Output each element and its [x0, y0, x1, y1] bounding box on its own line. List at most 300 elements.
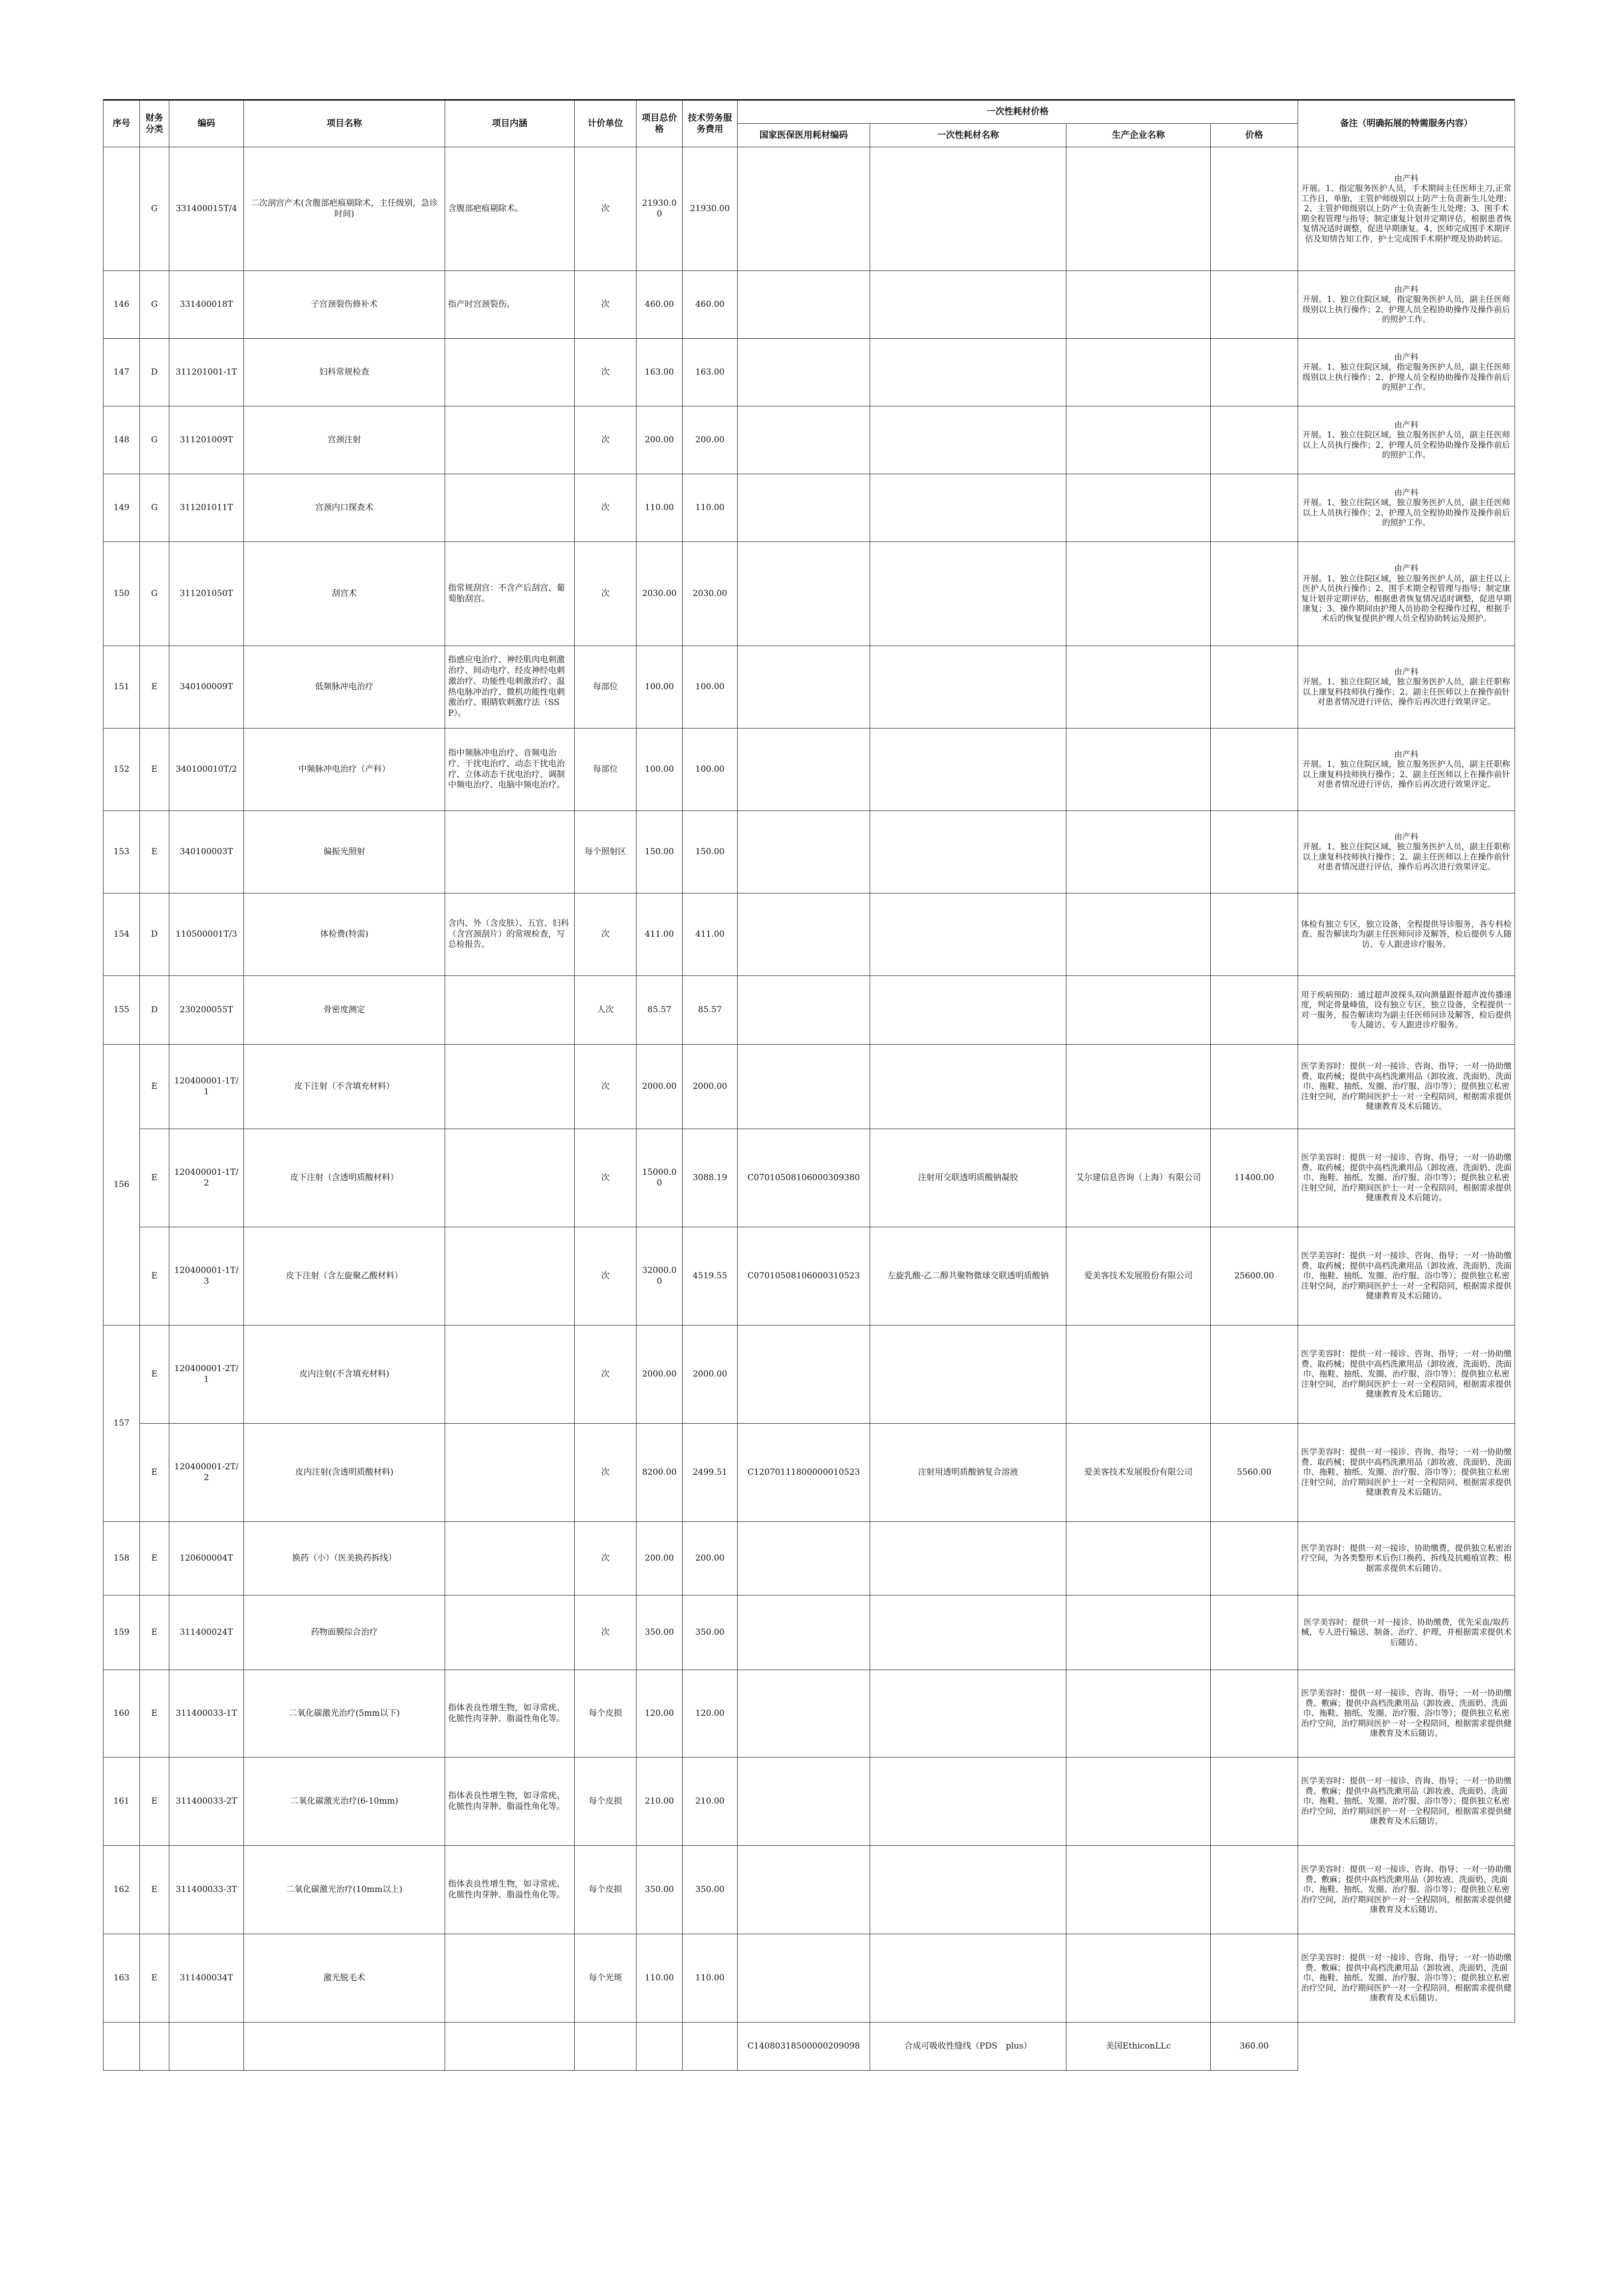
- cell-total-price: 150.00: [637, 811, 683, 893]
- cell-fin-category: E: [140, 646, 169, 729]
- cell-manufacturer: [1066, 271, 1211, 339]
- cell-content: 指产时宫颈裂伤。: [445, 271, 575, 339]
- table-row: [104, 1129, 1515, 1227]
- cell-nhsa-code: [738, 406, 870, 474]
- cell-item-name: 体检费(特需): [244, 893, 445, 976]
- cell-nhsa-code: [738, 1846, 870, 1934]
- cell-manufacturer: [1066, 1045, 1211, 1129]
- cell-service-fee: 100.00: [683, 646, 738, 729]
- cell-remarks: 由产科 开展。1、指定服务医护人员，手术期间主任医师主刀,正常工作日，单胎，主管护师级别以上防产士负责新生儿处理；2、主管护师级别以上防产士负责新生儿处理；3、围手术期全程管理与指导；制定康复计划并定期评估，根据患者恢复情况适时调整，促进早期康复。4、医师完成围手术期评估及知情告知工作，护士完成围手术期护理及协助转运。: [1298, 147, 1515, 271]
- cell-nhsa-code: [738, 1934, 870, 2023]
- cell-remarks: 由产科 开展。1、独立住院区域，独立服务医护人员，副主任以上医护人员执行操作；2、围手术期全程管理与指导；制定康复计划并定期评估，根据患者恢复情况适时调整，促进早期康复；3、操作期间由护理人员协助全程操作过程，根据手术后的恢复提供护理人员全程协助转运及照护。: [1298, 542, 1515, 646]
- cell-content: [445, 2023, 575, 2071]
- cell-manufacturer: [1066, 1846, 1211, 1934]
- cell-total-price: 210.00: [637, 1757, 683, 1846]
- cell-unit: 每个光斑: [575, 1934, 637, 2023]
- cell-unit: 次: [575, 474, 637, 542]
- table-row: [104, 474, 1515, 542]
- cell-seq: 156: [104, 1045, 140, 1325]
- cell-unit: 每个照射区: [575, 811, 637, 893]
- cell-remarks: 医学美容时：提供一对一接诊、协助缴费，优先采血/取药械，专人进行输送、制备、治疗、护理，并根据需求提供术后随访。: [1298, 1595, 1515, 1670]
- cell-price: [1211, 811, 1298, 893]
- cell-content: 含腹部疤痕剔除术。: [445, 147, 575, 271]
- cell-item-name: 宫颈注射: [244, 406, 445, 474]
- cell-code: 311201011T: [169, 474, 244, 542]
- cell-item-name: 子宫颈裂伤修补术: [244, 271, 445, 339]
- table-row: [104, 2023, 1515, 2071]
- cell-fin-category: E: [140, 1424, 169, 1522]
- table-row: [104, 1424, 1515, 1522]
- cell-unit: 次: [575, 339, 637, 406]
- table-row: [104, 1595, 1515, 1670]
- cell-price: [1211, 271, 1298, 339]
- cell-unit: 次: [575, 1522, 637, 1595]
- cell-service-fee: 350.00: [683, 1595, 738, 1670]
- cell-nhsa-code: [738, 1522, 870, 1595]
- table-body: [104, 147, 1515, 2071]
- cell-nhsa-code: [738, 1045, 870, 1129]
- cell-total-price: 411.00: [637, 893, 683, 976]
- cell-code: 311400033-1T: [169, 1670, 244, 1757]
- cell-seq: [104, 2023, 140, 2071]
- cell-fin-category: E: [140, 1670, 169, 1757]
- table-row: [104, 271, 1515, 339]
- cell-fin-category: G: [140, 474, 169, 542]
- cell-manufacturer: 爱美客技术发展股份有限公司: [1066, 1227, 1211, 1325]
- cell-manufacturer: [1066, 1595, 1211, 1670]
- cell-consumable-name: [870, 542, 1066, 646]
- cell-consumable-name: [870, 271, 1066, 339]
- cell-code: 311201009T: [169, 406, 244, 474]
- cell-total-price: [637, 2023, 683, 2071]
- cell-total-price: 100.00: [637, 646, 683, 729]
- table-row: [104, 1045, 1515, 1129]
- cell-unit: 次: [575, 1227, 637, 1325]
- header-nhsa-code: 国家医保医用耗材编码: [738, 124, 870, 147]
- cell-remarks-empty: [1298, 2023, 1515, 2071]
- cell-total-price: 163.00: [637, 339, 683, 406]
- cell-item-name: 二氧化碳激光治疗(10mm以上): [244, 1846, 445, 1934]
- cell-code: 120400001-2T/1: [169, 1325, 244, 1424]
- cell-remarks: 由产科 开展。1、独立住院区域，指定服务医护人员，副主任医师级别以上执行操作；2、护理人员全程协助操作及操作前后的照护工作。: [1298, 339, 1515, 406]
- cell-total-price: 350.00: [637, 1595, 683, 1670]
- cell-manufacturer: [1066, 1522, 1211, 1595]
- cell-nhsa-code: [738, 1757, 870, 1846]
- cell-content: 指体表良性增生物，如寻常疣、化脓性肉芽肿、脂溢性角化等。: [445, 1757, 575, 1846]
- cell-nhsa-code: [738, 729, 870, 811]
- cell-consumable-name: [870, 339, 1066, 406]
- table-row: [104, 1846, 1515, 1934]
- cell-price: [1211, 406, 1298, 474]
- cell-total-price: 21930.00: [637, 147, 683, 271]
- cell-item-name: 换药（小）（医美换药拆线）: [244, 1522, 445, 1595]
- cell-unit: 次: [575, 1325, 637, 1424]
- cell-item-name: 激光脱毛术: [244, 1934, 445, 2023]
- cell-code: 311201050T: [169, 542, 244, 646]
- cell-fin-category: E: [140, 729, 169, 811]
- header-content: 项目内涵: [445, 100, 575, 147]
- cell-remarks: 由产科 开展。1、独立住院区域，独立服务医护人员，副主任职称以上康复科技师执行操作；2、副主任医师以上在操作前针对患者情况进行评估，操作后再次进行效果评定。: [1298, 811, 1515, 893]
- cell-fin-category: D: [140, 893, 169, 976]
- cell-manufacturer: [1066, 1757, 1211, 1846]
- cell-total-price: 15000.00: [637, 1129, 683, 1227]
- cell-manufacturer: [1066, 893, 1211, 976]
- cell-total-price: 85.57: [637, 976, 683, 1045]
- cell-remarks: 医学美容时：提供一对一接诊、咨询、指导；一对一协助缴费、取药械；提供中高档洗漱用品（卸妆液、洗面奶、洗面巾、拖鞋、抽纸、发圈、治疗服、浴巾等）；提供独立私密注射空间，治疗期间医护士一对一全程陪同，根据需求提供健康教育及术后随访。: [1298, 1424, 1515, 1522]
- cell-seq: 151: [104, 646, 140, 729]
- table-row: [104, 811, 1515, 893]
- table-row: [104, 646, 1515, 729]
- cell-content: 指中频脉冲电治疗、音频电治疗、干扰电治疗、动态干扰电治疗、立体动态干扰电治疗、调制中频电治疗、电脑中频电治疗。: [445, 729, 575, 811]
- cell-remarks: 由产科 开展。1、独立住院区域，独立服务医护人员，副主任职称以上康复科技师执行操作；2、副主任医师以上在操作前针对患者情况进行评估，操作后再次进行效果评定。: [1298, 729, 1515, 811]
- cell-manufacturer: 艾尔建信息咨询（上海）有限公司: [1066, 1129, 1211, 1227]
- cell-item-name: [244, 2023, 445, 2071]
- cell-nhsa-code: [738, 474, 870, 542]
- cell-fin-category: E: [140, 1757, 169, 1846]
- cell-content: [445, 406, 575, 474]
- cell-consumable-name: [870, 811, 1066, 893]
- cell-remarks: 由产科 开展。1、独立住院区域，独立服务医护人员，副主任医师以上人员执行操作；2、护理人员全程协助操作及操作前后的照护工作。: [1298, 406, 1515, 474]
- cell-total-price: 2000.00: [637, 1325, 683, 1424]
- cell-consumable-name: [870, 1325, 1066, 1424]
- cell-code: 120400001-2T/2: [169, 1424, 244, 1522]
- cell-nhsa-code: C14080318500000209098: [738, 2023, 870, 2071]
- header-manufacturer: 生产企业名称: [1066, 124, 1211, 147]
- cell-consumable-name: [870, 474, 1066, 542]
- cell-price: [1211, 1595, 1298, 1670]
- cell-code: 311201001-1T: [169, 339, 244, 406]
- cell-content: [445, 1934, 575, 2023]
- cell-price: [1211, 1325, 1298, 1424]
- cell-service-fee: 210.00: [683, 1757, 738, 1846]
- cell-content: 指体表良性增生物，如寻常疣、化脓性肉芽肿、脂溢性角化等。: [445, 1670, 575, 1757]
- cell-fin-category: E: [140, 1522, 169, 1595]
- cell-unit: 次: [575, 271, 637, 339]
- cell-seq: 163: [104, 1934, 140, 2023]
- cell-manufacturer: [1066, 1670, 1211, 1757]
- cell-seq: 153: [104, 811, 140, 893]
- cell-unit: 每个皮损: [575, 1846, 637, 1934]
- cell-unit: 次: [575, 1129, 637, 1227]
- cell-service-fee: 3088.19: [683, 1129, 738, 1227]
- cell-consumable-name: [870, 147, 1066, 271]
- cell-code: 120600004T: [169, 1522, 244, 1595]
- cell-remarks: 用于疾病预防：通过超声波探头双向测量跟骨超声波传播速度，判定骨量峰值，设有独立专区，独立设备，全程提供一对一服务，报告解读均为副主任医师问诊及解答，检后提供专人随访、专人跟进诊疗服务。: [1298, 976, 1515, 1045]
- cell-service-fee: 411.00: [683, 893, 738, 976]
- cell-consumable-name: 左旋乳酸-乙二醇共聚物微球交联透明质酸钠: [870, 1227, 1066, 1325]
- cell-fin-category: G: [140, 406, 169, 474]
- cell-remarks: 由产科 开展。1、独立住院区域，指定服务医护人员，副主任医师级别以上执行操作；2、护理人员全程协助操作及操作前后的照护工作。: [1298, 271, 1515, 339]
- cell-total-price: 200.00: [637, 1522, 683, 1595]
- cell-seq: 158: [104, 1522, 140, 1595]
- header-seq: 序号: [104, 100, 140, 147]
- cell-remarks: 医学美容时：提供一对一接诊、咨询、指导；一对一协助缴费、敷麻；提供中高档洗漱用品（卸妆液、洗面奶、洗面巾、拖鞋、抽纸、发圈、治疗服、浴巾等）；提供独立私密治疗空间，治疗期间医护一对一全程陪同，根据需求提供健康教育及术后随访。: [1298, 1757, 1515, 1846]
- cell-manufacturer: 爱美客技术发展股份有限公司: [1066, 1424, 1211, 1522]
- cell-seq: 146: [104, 271, 140, 339]
- cell-nhsa-code: [738, 1595, 870, 1670]
- cell-service-fee: 85.57: [683, 976, 738, 1045]
- cell-service-fee: 110.00: [683, 1934, 738, 2023]
- cell-service-fee: 120.00: [683, 1670, 738, 1757]
- cell-unit: 每部位: [575, 729, 637, 811]
- cell-manufacturer: 美国EthiconLLc: [1066, 2023, 1211, 2071]
- cell-total-price: 110.00: [637, 1934, 683, 2023]
- cell-item-name: 妇科常规检查: [244, 339, 445, 406]
- cell-manufacturer: [1066, 406, 1211, 474]
- cell-nhsa-code: C07010508106000310523: [738, 1227, 870, 1325]
- cell-service-fee: 460.00: [683, 271, 738, 339]
- cell-service-fee: 350.00: [683, 1846, 738, 1934]
- cell-unit: 次: [575, 1045, 637, 1129]
- cell-unit: [575, 2023, 637, 2071]
- header-unit: 计价单位: [575, 100, 637, 147]
- cell-manufacturer: [1066, 542, 1211, 646]
- cell-item-name: 皮下注射（不含填充材料）: [244, 1045, 445, 1129]
- cell-consumable-name: 注射用透明质酸钠复合溶液: [870, 1424, 1066, 1522]
- cell-item-name: 皮内注射(含透明质酸材料): [244, 1424, 445, 1522]
- cell-code: 311400033-2T: [169, 1757, 244, 1846]
- header-fin-category: 财务分类: [140, 100, 169, 147]
- cell-unit: 次: [575, 406, 637, 474]
- cell-price: [1211, 646, 1298, 729]
- cell-content: [445, 1045, 575, 1129]
- cell-price: 11400.00: [1211, 1129, 1298, 1227]
- cell-consumable-name: 注射用交联透明质酸钠凝胶: [870, 1129, 1066, 1227]
- header-code: 编码: [169, 100, 244, 147]
- cell-consumable-name: [870, 1670, 1066, 1757]
- cell-service-fee: 150.00: [683, 811, 738, 893]
- header-service-fee: 技术劳务服务费用: [683, 100, 738, 147]
- table-row: [104, 339, 1515, 406]
- cell-price: [1211, 1757, 1298, 1846]
- cell-seq: [104, 147, 140, 271]
- header-price: 价格: [1211, 124, 1298, 147]
- cell-nhsa-code: [738, 1670, 870, 1757]
- cell-seq: 162: [104, 1846, 140, 1934]
- cell-service-fee: 200.00: [683, 1522, 738, 1595]
- table-row: [104, 893, 1515, 976]
- cell-code: 340100010T/2: [169, 729, 244, 811]
- cell-manufacturer: [1066, 474, 1211, 542]
- cell-remarks: 医学美容时：提供一对一接诊、咨询、指导；一对一协助缴费、取药械；提供中高档洗漱用品（卸妆液、洗面奶、洗面巾、拖鞋、抽纸、发圈、治疗服、浴巾等）；提供独立私密注射空间，治疗期间医护士一对一全程陪同，根据需求提供健康教育及术后随访。: [1298, 1227, 1515, 1325]
- cell-unit: 次: [575, 542, 637, 646]
- cell-remarks: 医学美容时：提供一对一接诊、协助缴费，提供独立私密治疗空间，为各类整形术后伤口换药、拆线及抗瘢痕宣教；根据需求提供术后随访。: [1298, 1522, 1515, 1595]
- cell-fin-category: G: [140, 271, 169, 339]
- cell-consumable-name: [870, 893, 1066, 976]
- cell-nhsa-code: [738, 1325, 870, 1424]
- cell-item-name: 偏振光照射: [244, 811, 445, 893]
- cell-code: 120400001-1T/2: [169, 1129, 244, 1227]
- cell-unit: 人次: [575, 976, 637, 1045]
- cell-total-price: 110.00: [637, 474, 683, 542]
- cell-remarks: 医学美容时：提供一对一接诊、咨询、指导；一对一协助缴费、敷麻；提供中高档洗漱用品（卸妆液、洗面奶、洗面巾、拖鞋、抽纸、发圈、治疗服、浴巾等）；提供独立私密治疗空间，治疗期间医护一对一全程陪同，根据需求提供健康教育及术后随访。: [1298, 1846, 1515, 1934]
- cell-manufacturer: [1066, 976, 1211, 1045]
- cell-manufacturer: [1066, 646, 1211, 729]
- cell-content: 指感应电治疗、神经肌肉电刺激治疗、间动电疗、经皮神经电刺激治疗、功能性电刺激治疗、温热电脉冲治疗、微机功能性电刺激治疗、眼睛软刺激疗法（SSP）。: [445, 646, 575, 729]
- cell-consumable-name: [870, 1595, 1066, 1670]
- cell-content: [445, 976, 575, 1045]
- cell-remarks: 体检有独立专区，独立设备，全程提供导诊服务，各专科检查、报告解读均为副主任医师问诊及解答，检后提供专人随访、专人跟进诊疗服务。: [1298, 893, 1515, 976]
- cell-content: [445, 1325, 575, 1424]
- cell-content: 含内、外（含皮肤）、五官、妇科（含宫颈刮片）的常规检查，写总检报告。: [445, 893, 575, 976]
- header-consumables-group: 一次性耗材价格: [738, 100, 1298, 124]
- cell-item-name: 骨密度测定: [244, 976, 445, 1045]
- cell-content: [445, 1522, 575, 1595]
- cell-item-name: 皮内注射(不含填充材料): [244, 1325, 445, 1424]
- cell-item-name: 二氧化碳激光治疗(6-10mm): [244, 1757, 445, 1846]
- cell-price: 25600.00: [1211, 1227, 1298, 1325]
- cell-content: [445, 1595, 575, 1670]
- cell-content: [445, 811, 575, 893]
- cell-seq: 160: [104, 1670, 140, 1757]
- cell-code: 311400024T: [169, 1595, 244, 1670]
- table-row: [104, 729, 1515, 811]
- cell-fin-category: D: [140, 339, 169, 406]
- cell-price: [1211, 729, 1298, 811]
- cell-remarks: 医学美容时：提供一对一接诊、咨询、指导；一对一协助缴费、取药械；提供中高档洗漱用品（卸妆液、洗面奶、洗面巾、拖鞋、抽纸、发圈、治疗服、浴巾等）；提供独立私密注射空间，治疗期间医护士一对一全程陪同，根据需求提供健康教育及术后随访。: [1298, 1129, 1515, 1227]
- cell-seq: 155: [104, 976, 140, 1045]
- cell-price: [1211, 339, 1298, 406]
- table-row: [104, 1227, 1515, 1325]
- header-consumable-name: 一次性耗材名称: [870, 124, 1066, 147]
- cell-price: [1211, 1045, 1298, 1129]
- cell-nhsa-code: [738, 976, 870, 1045]
- cell-consumable-name: 合成可吸收性缝线（PDS plus）: [870, 2023, 1066, 2071]
- cell-remarks: 医学美容时：提供一对一接诊、咨询、指导；一对一协助缴费、取药械；提供中高档洗漱用品（卸妆液、洗面奶、洗面巾、拖鞋、抽纸、发圈、治疗服、浴巾等）；提供独立私密注射空间，治疗期间医护士一对一全程陪同，根据需求提供健康教育及术后随访。: [1298, 1045, 1515, 1129]
- cell-consumable-name: [870, 729, 1066, 811]
- cell-code: 340100003T: [169, 811, 244, 893]
- table-row: [104, 1934, 1515, 2023]
- cell-fin-category: E: [140, 1045, 169, 1129]
- cell-remarks: 由产科 开展。1、独立住院区域，独立服务医护人员，副主任医师以上人员执行操作；2、护理人员全程协助操作及操作前后的照护工作。: [1298, 474, 1515, 542]
- cell-nhsa-code: [738, 542, 870, 646]
- cell-item-name: 皮下注射（含左旋聚乙酸材料）: [244, 1227, 445, 1325]
- cell-code: 331400018T: [169, 271, 244, 339]
- header-remarks: 备注（明确拓展的特需服务内容）: [1298, 100, 1515, 147]
- cell-consumable-name: [870, 1045, 1066, 1129]
- cell-service-fee: 2000.00: [683, 1325, 738, 1424]
- cell-service-fee: 163.00: [683, 339, 738, 406]
- cell-item-name: 低频脉冲电治疗: [244, 646, 445, 729]
- cell-unit: 每个皮损: [575, 1757, 637, 1846]
- cell-code: 311400033-3T: [169, 1846, 244, 1934]
- table-row: [104, 406, 1515, 474]
- cell-manufacturer: [1066, 729, 1211, 811]
- cell-item-name: 二氧化碳激光治疗(5mm以下): [244, 1670, 445, 1757]
- cell-item-name: 药物面膜综合治疗: [244, 1595, 445, 1670]
- cell-price: [1211, 1934, 1298, 2023]
- cell-consumable-name: [870, 1934, 1066, 2023]
- cell-price: [1211, 1522, 1298, 1595]
- cell-manufacturer: [1066, 147, 1211, 271]
- cell-fin-category: E: [140, 1595, 169, 1670]
- cell-manufacturer: [1066, 339, 1211, 406]
- cell-fin-category: G: [140, 542, 169, 646]
- cell-fin-category: E: [140, 1325, 169, 1424]
- cell-nhsa-code: [738, 147, 870, 271]
- cell-seq: 154: [104, 893, 140, 976]
- cell-fin-category: E: [140, 1846, 169, 1934]
- cell-consumable-name: [870, 406, 1066, 474]
- cell-nhsa-code: [738, 646, 870, 729]
- cell-code: 110500001T/3: [169, 893, 244, 976]
- cell-service-fee: 2030.00: [683, 542, 738, 646]
- cell-code: 340100009T: [169, 646, 244, 729]
- header-total-price: 项目总价格: [637, 100, 683, 147]
- cell-content: [445, 339, 575, 406]
- cell-remarks: 医学美容时：提供一对一接诊、咨询、指导；一对一协助缴费、敷麻；提供中高档洗漱用品（卸妆液、洗面奶、洗面巾、拖鞋、抽纸、发圈、治疗服、浴巾等）；提供独立私密治疗空间，治疗期间医护一对一全程陪同，根据需求提供健康教育及术后随访。: [1298, 1934, 1515, 2023]
- cell-service-fee: 4519.55: [683, 1227, 738, 1325]
- cell-code: 120400001-1T/3: [169, 1227, 244, 1325]
- table-row: [104, 1522, 1515, 1595]
- cell-service-fee: 110.00: [683, 474, 738, 542]
- cell-service-fee: 2499.51: [683, 1424, 738, 1522]
- cell-total-price: 460.00: [637, 271, 683, 339]
- cell-seq: 159: [104, 1595, 140, 1670]
- cell-code: 230200055T: [169, 976, 244, 1045]
- cell-fin-category: E: [140, 1129, 169, 1227]
- cell-service-fee: 200.00: [683, 406, 738, 474]
- cell-unit: 次: [575, 1424, 637, 1522]
- cell-consumable-name: [870, 1846, 1066, 1934]
- cell-item-name: 宫颈内口探查术: [244, 474, 445, 542]
- cell-consumable-name: [870, 976, 1066, 1045]
- cell-unit: 每个皮损: [575, 1670, 637, 1757]
- cell-nhsa-code: [738, 811, 870, 893]
- cell-service-fee: 2000.00: [683, 1045, 738, 1129]
- cell-fin-category: G: [140, 147, 169, 271]
- cell-code: 120400001-1T/1: [169, 1045, 244, 1129]
- cell-manufacturer: [1066, 1325, 1211, 1424]
- cell-item-name: 刮宫术: [244, 542, 445, 646]
- cell-seq: 152: [104, 729, 140, 811]
- cell-price: [1211, 542, 1298, 646]
- cell-unit: 次: [575, 147, 637, 271]
- cell-item-name: 皮下注射（含透明质酸材料）: [244, 1129, 445, 1227]
- cell-seq: 161: [104, 1757, 140, 1846]
- cell-content: [445, 1424, 575, 1522]
- cell-nhsa-code: [738, 271, 870, 339]
- cell-total-price: 200.00: [637, 406, 683, 474]
- cell-nhsa-code: C07010508106000309380: [738, 1129, 870, 1227]
- cell-seq: 148: [104, 406, 140, 474]
- cell-unit: 次: [575, 893, 637, 976]
- cell-code: 311400034T: [169, 1934, 244, 2023]
- cell-unit: 每部位: [575, 646, 637, 729]
- cell-service-fee: 100.00: [683, 729, 738, 811]
- cell-remarks: 由产科 开展。1、独立住院区域，独立服务医护人员，副主任职称以上康复科技师执行操作；2、副主任医师以上在操作前针对患者情况进行评估，操作后再次进行效果评定。: [1298, 646, 1515, 729]
- cell-code: 331400015T/4: [169, 147, 244, 271]
- cell-content: 指体表良性增生物，如寻常疣、化脓性肉芽肿、脂溢性角化等。: [445, 1846, 575, 1934]
- price-table: [103, 99, 1515, 2071]
- cell-price: [1211, 1846, 1298, 1934]
- cell-code: [169, 2023, 244, 2071]
- cell-fin-category: E: [140, 1227, 169, 1325]
- cell-seq: 157: [104, 1325, 140, 1522]
- header-item-name: 项目名称: [244, 100, 445, 147]
- cell-price: [1211, 474, 1298, 542]
- cell-item-name: 中频脉冲电治疗（产科）: [244, 729, 445, 811]
- cell-manufacturer: [1066, 811, 1211, 893]
- cell-total-price: 2000.00: [637, 1045, 683, 1129]
- cell-total-price: 2030.00: [637, 542, 683, 646]
- cell-price: [1211, 893, 1298, 976]
- cell-total-price: 350.00: [637, 1846, 683, 1934]
- cell-service-fee: [683, 2023, 738, 2071]
- cell-nhsa-code: C12070111800000010523: [738, 1424, 870, 1522]
- cell-price: [1211, 147, 1298, 271]
- cell-remarks: 医学美容时：提供一对一接诊、咨询、指导；一对一协助缴费、敷麻；提供中高档洗漱用品（卸妆液、洗面奶、洗面巾、拖鞋、抽纸、发圈、治疗服、浴巾等）；提供独立私密治疗空间，治疗期间医护一对一全程陪同，根据需求提供健康教育及术后随访。: [1298, 1670, 1515, 1757]
